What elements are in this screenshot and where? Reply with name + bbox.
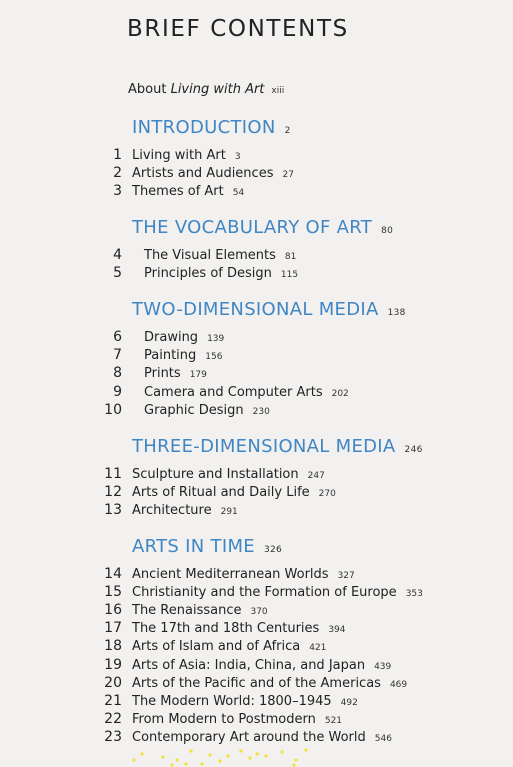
chapter-title xyxy=(144,266,298,281)
chapter-number: 21 xyxy=(104,692,122,709)
chapter-number: 16 xyxy=(104,602,122,619)
part-title xyxy=(132,436,423,457)
chapter-title xyxy=(144,366,207,381)
chapter-page-number: 54 xyxy=(232,188,245,198)
part-page-number: 2 xyxy=(284,126,291,136)
chapter-title xyxy=(132,676,407,691)
chapter-title xyxy=(132,639,326,654)
chapter-entry[interactable] xyxy=(0,345,513,363)
chapter-title xyxy=(132,694,358,709)
chapter-entry[interactable] xyxy=(0,363,513,381)
part-title xyxy=(132,299,406,320)
chapter-title xyxy=(144,348,222,363)
chapter-title-text: Themes of Art xyxy=(132,184,224,199)
chapter-entry[interactable] xyxy=(0,464,513,482)
chapter-number: 10 xyxy=(104,401,122,418)
chapter-page-number: 327 xyxy=(337,571,355,581)
dot xyxy=(248,756,251,759)
chapter-number: 4 xyxy=(113,247,122,263)
chapter-number: 12 xyxy=(104,484,122,500)
part-title xyxy=(132,536,282,557)
chapter-title-text: Artists and Audiences xyxy=(132,166,274,181)
chapter-number: 19 xyxy=(104,656,122,673)
dot xyxy=(200,762,203,765)
chapter-title-text: The Modern World: 1800–1945 xyxy=(132,693,332,709)
chapter-entry[interactable] xyxy=(0,600,513,618)
part-title-text: THE VOCABULARY OF ART xyxy=(132,217,373,238)
dot xyxy=(175,758,178,761)
chapter-title xyxy=(132,485,336,500)
dot xyxy=(208,753,211,756)
chapter-number: 22 xyxy=(104,710,122,727)
chapter-title xyxy=(132,503,238,518)
chapter-entry[interactable] xyxy=(0,263,513,281)
chapter-entry[interactable] xyxy=(0,245,513,263)
chapter-page-number: 394 xyxy=(328,625,346,636)
chapter-title xyxy=(132,166,294,181)
chapter-page-number: 202 xyxy=(331,388,349,399)
chapter-number: 17 xyxy=(104,620,122,637)
part-title xyxy=(132,217,393,238)
chapter-page-number: 353 xyxy=(405,589,423,600)
chapter-page-number: 521 xyxy=(324,715,343,726)
chapter-title-text: Prints xyxy=(144,366,181,382)
chapter-title-text: Arts of Asia: India, China, and Japan xyxy=(132,657,366,673)
about-page-number: xiii xyxy=(271,86,285,96)
chapter-number: 8 xyxy=(113,365,122,382)
decorative-dots xyxy=(120,746,320,767)
chapter-number: 7 xyxy=(113,347,122,364)
chapter-entry[interactable] xyxy=(0,709,513,727)
chapter-entry[interactable] xyxy=(0,382,513,400)
chapter-entry[interactable] xyxy=(0,564,513,582)
chapter-title xyxy=(132,184,244,199)
chapter-entry[interactable] xyxy=(0,655,513,673)
chapter-page-number: 81 xyxy=(284,252,297,262)
chapter-title-text: Ancient Mediterranean Worlds xyxy=(132,567,329,582)
dot xyxy=(140,752,143,755)
part-page-number: 326 xyxy=(263,545,283,555)
chapter-number: 9 xyxy=(113,383,122,400)
chapter-number: 20 xyxy=(104,674,122,691)
dot xyxy=(132,758,135,761)
dot xyxy=(292,763,295,766)
dot xyxy=(189,749,192,752)
about-prefix: About xyxy=(128,82,171,97)
chapter-page-number: 439 xyxy=(374,661,392,672)
dot xyxy=(264,754,267,757)
about-entry[interactable] xyxy=(128,82,284,97)
chapter-entry[interactable] xyxy=(0,482,513,500)
part-page-number: 80 xyxy=(381,226,394,236)
chapter-entry[interactable] xyxy=(0,727,513,745)
chapter-title xyxy=(132,621,346,636)
dot xyxy=(184,762,187,765)
chapter-entry[interactable] xyxy=(0,691,513,709)
chapter-title xyxy=(132,603,268,618)
chapter-number: 18 xyxy=(104,638,122,655)
chapter-number: 13 xyxy=(104,502,122,518)
chapter-title xyxy=(132,658,391,673)
chapter-title-text: Graphic Design xyxy=(144,402,244,418)
chapter-entry[interactable] xyxy=(0,618,513,636)
chapter-entry[interactable] xyxy=(0,500,513,518)
chapter-page-number: 230 xyxy=(252,406,270,417)
chapter-title-text: Contemporary Art around the World xyxy=(132,729,366,745)
part-page-number: 138 xyxy=(387,308,406,318)
chapter-page-number: 291 xyxy=(220,507,238,517)
chapter-number: 15 xyxy=(104,584,122,601)
chapter-number: 23 xyxy=(104,728,122,745)
chapter-entry[interactable] xyxy=(0,327,513,345)
dot xyxy=(280,750,283,753)
chapter-title-text: Architecture xyxy=(132,503,212,518)
chapter-title-text: Living with Art xyxy=(132,148,226,163)
chapter-title-text: Arts of Ritual and Daily Life xyxy=(132,485,310,500)
chapter-title xyxy=(132,585,423,600)
chapter-title xyxy=(144,385,349,400)
chapter-entry[interactable] xyxy=(0,145,513,163)
chapter-page-number: 179 xyxy=(189,370,207,381)
chapter-title-text: Drawing xyxy=(144,330,199,345)
chapter-page-number: 139 xyxy=(207,334,225,344)
chapter-page-number: 247 xyxy=(307,471,325,481)
chapter-entry[interactable] xyxy=(0,673,513,691)
chapter-title-text: The Visual Elements xyxy=(144,248,276,263)
chapter-page-number: 492 xyxy=(340,697,358,708)
page-title: BRIEF CONTENTS xyxy=(127,16,349,42)
chapter-title xyxy=(144,403,270,418)
chapter-number: 5 xyxy=(113,265,122,281)
chapter-number: 2 xyxy=(113,165,122,181)
chapter-title xyxy=(132,567,355,582)
chapter-title-text: The 17th and 18th Centuries xyxy=(132,621,320,637)
dot xyxy=(294,758,297,761)
chapter-title-text: Arts of the Pacific and of the Americas xyxy=(132,675,381,691)
chapter-page-number: 546 xyxy=(374,733,392,744)
chapter-title-text: Painting xyxy=(144,348,197,364)
chapter-entry[interactable] xyxy=(0,181,513,199)
part-title-text: THREE-DIMENSIONAL MEDIA xyxy=(132,436,396,457)
dot xyxy=(304,748,307,751)
chapter-number: 6 xyxy=(113,329,122,345)
chapter-entry[interactable] xyxy=(0,582,513,600)
part-page-number: 246 xyxy=(404,445,423,455)
chapter-page-number: 156 xyxy=(205,352,223,363)
chapter-entry[interactable] xyxy=(0,400,513,418)
chapter-page-number: 370 xyxy=(250,607,268,618)
dot xyxy=(226,754,229,757)
dot xyxy=(239,749,242,752)
part-title-text: TWO-DIMENSIONAL MEDIA xyxy=(132,299,379,320)
dot xyxy=(255,752,258,755)
chapter-number: 1 xyxy=(113,147,122,163)
chapter-page-number: 469 xyxy=(389,679,408,690)
chapter-page-number: 270 xyxy=(318,489,336,499)
dot xyxy=(161,755,164,758)
chapter-entry[interactable] xyxy=(0,163,513,181)
chapter-title-text: Arts of Islam and of Africa xyxy=(132,639,301,655)
part-title xyxy=(132,117,291,138)
chapter-title-text: From Modern to Postmodern xyxy=(132,711,316,727)
chapter-page-number: 3 xyxy=(234,152,241,162)
chapter-title xyxy=(132,730,392,745)
part-title-text: INTRODUCTION xyxy=(132,117,276,138)
chapter-title xyxy=(132,148,241,163)
chapter-title-text: The Renaissance xyxy=(132,603,242,619)
chapter-title xyxy=(144,330,224,345)
part-title-text: ARTS IN TIME xyxy=(132,536,255,557)
chapter-title xyxy=(132,712,342,727)
chapter-number: 14 xyxy=(104,566,122,582)
chapter-title-text: Christianity and the Formation of Europe xyxy=(132,585,397,601)
chapter-title-text: Camera and Computer Arts xyxy=(144,384,323,400)
chapter-title xyxy=(144,248,296,263)
chapter-page-number: 421 xyxy=(309,643,327,654)
dot xyxy=(218,759,221,762)
chapter-title-text: Sculpture and Installation xyxy=(132,467,299,482)
chapter-title-text: Principles of Design xyxy=(144,266,272,281)
about-book-title: Living with Art xyxy=(170,82,265,97)
dot xyxy=(170,763,173,766)
chapter-title xyxy=(132,467,325,482)
chapter-entry[interactable] xyxy=(0,636,513,654)
chapter-page-number: 115 xyxy=(280,270,299,280)
chapter-page-number: 27 xyxy=(282,170,294,180)
chapter-number: 11 xyxy=(104,466,122,482)
chapter-number: 3 xyxy=(113,183,122,199)
